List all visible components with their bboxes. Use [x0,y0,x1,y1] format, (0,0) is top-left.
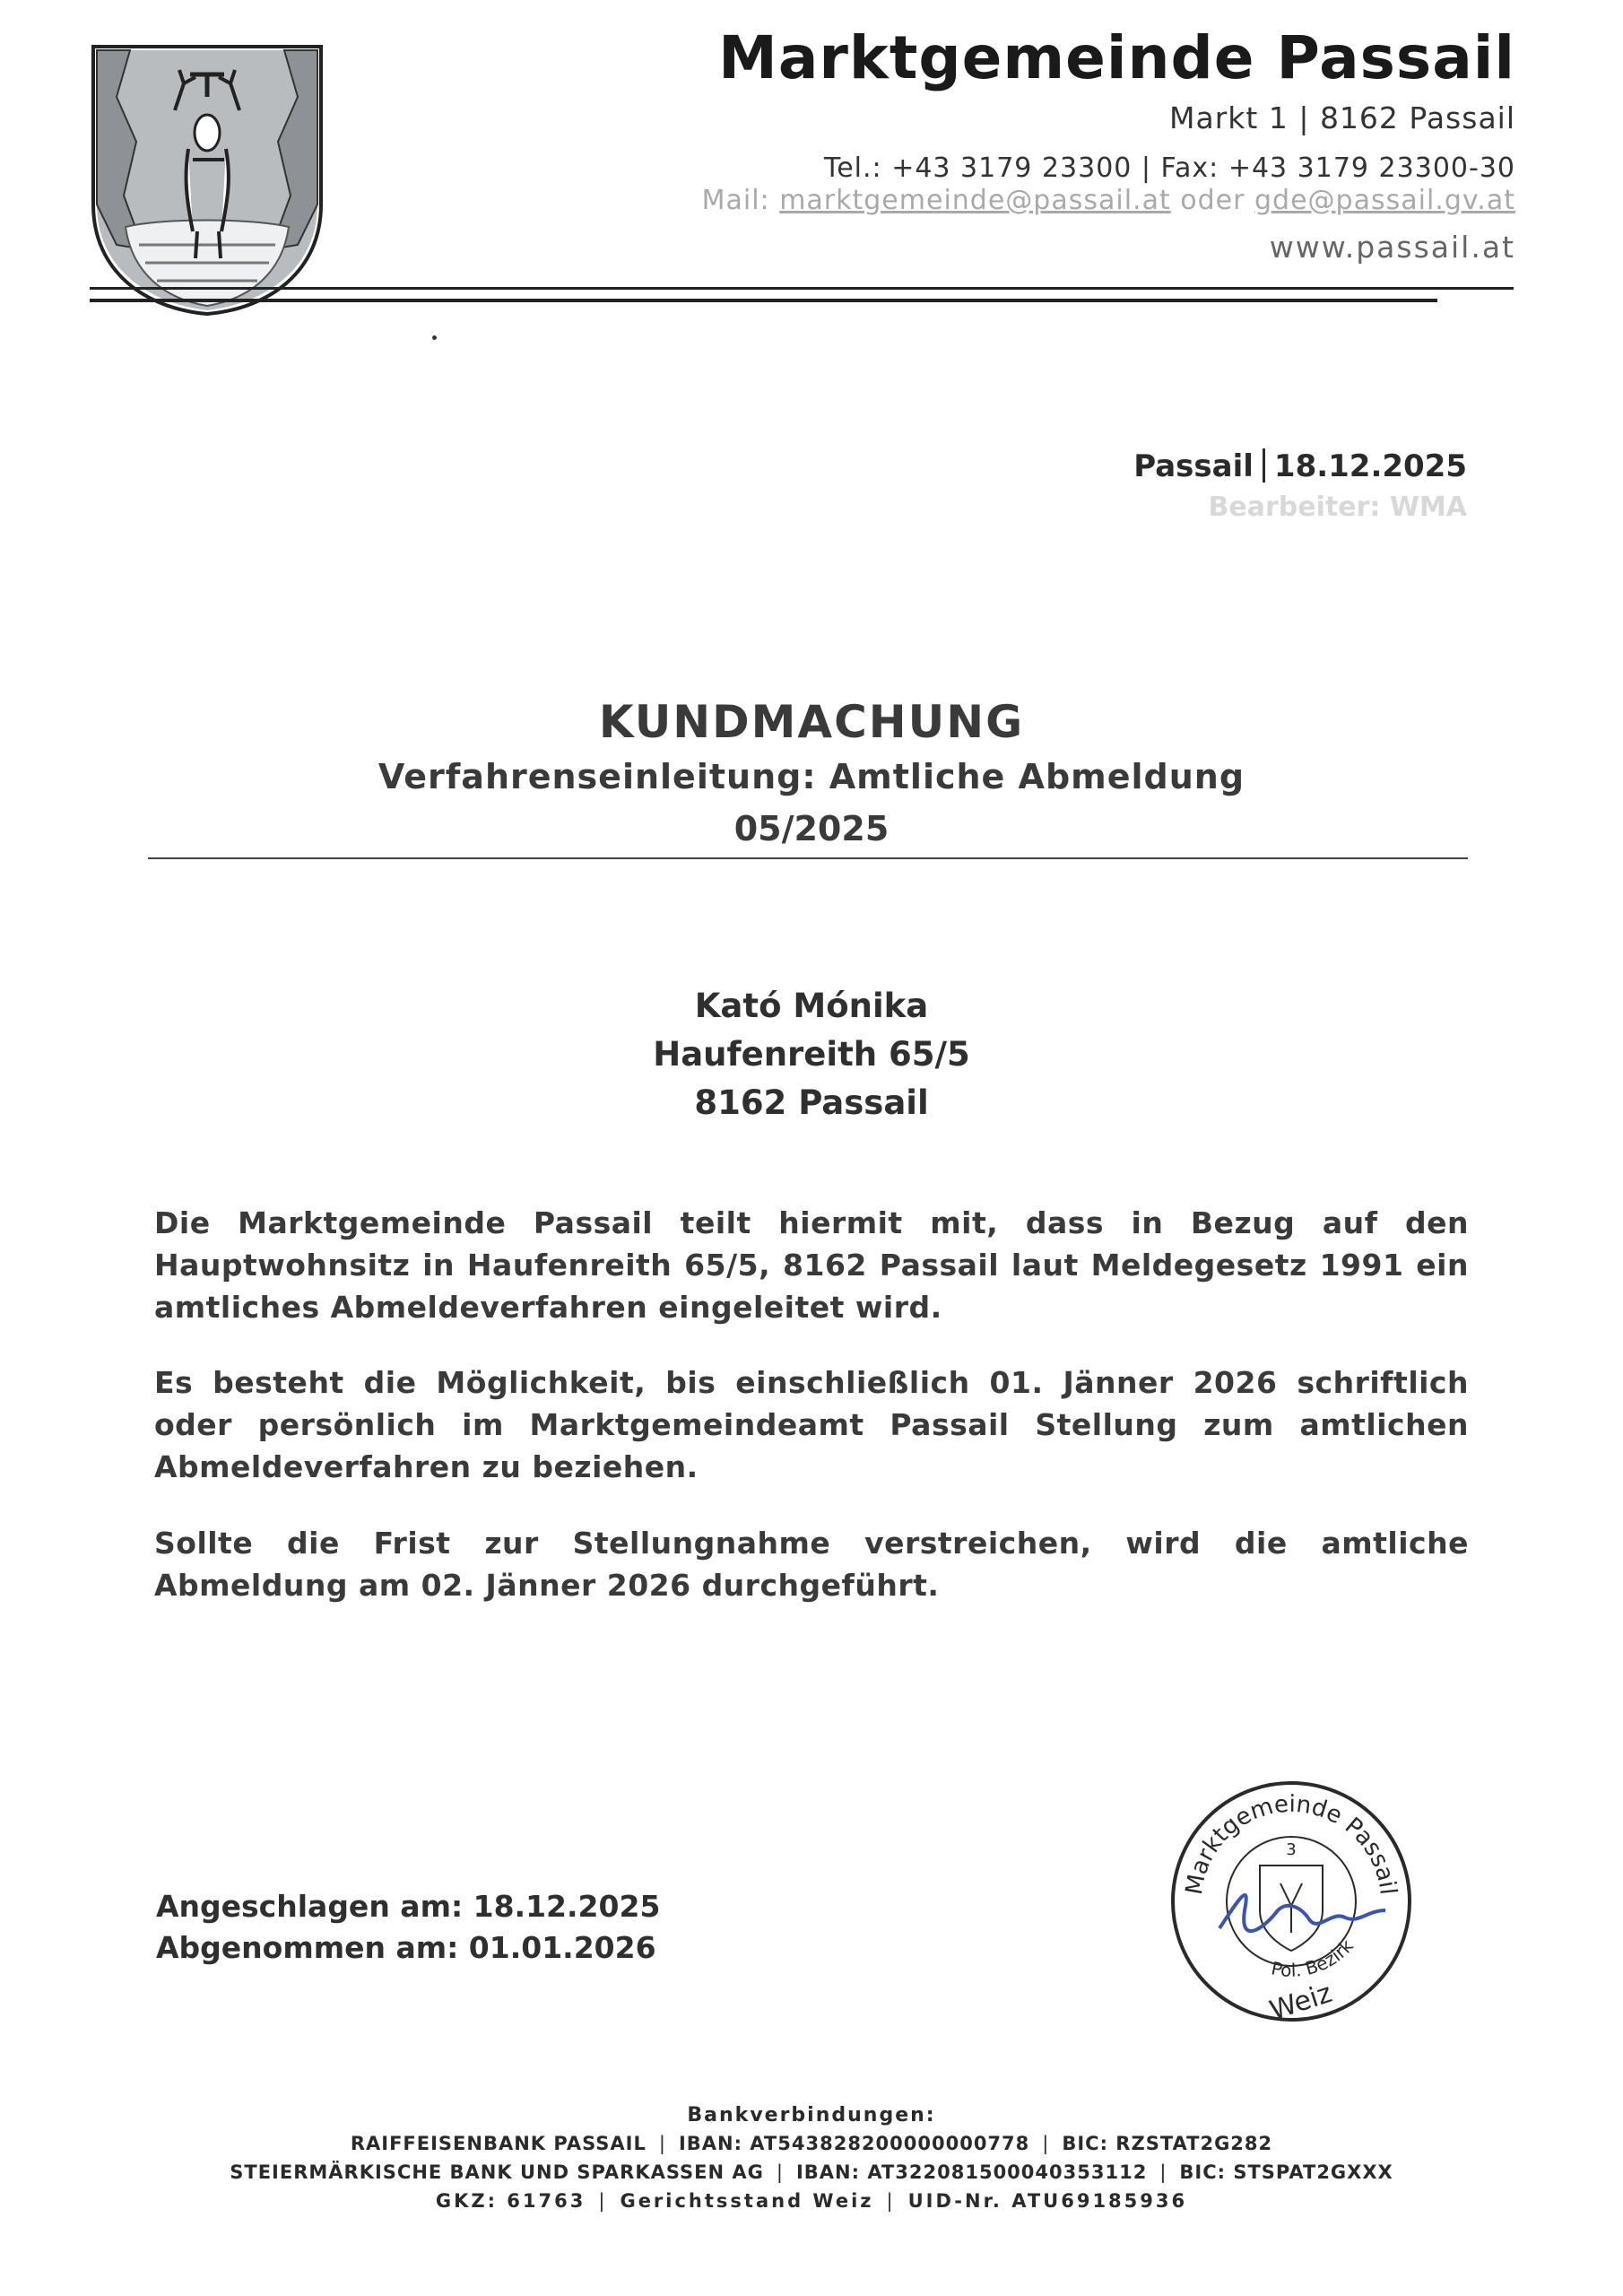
separator: | [658,2133,666,2154]
bank-line-2 [0,2161,1623,2183]
letterhead-rule-top [90,287,1514,290]
bank-1-bic: BIC: RZSTAT2G282 [1062,2133,1273,2154]
addressee-street: Haufenreith 65/5 [653,1035,970,1074]
stamp-district: Pol. Bezirk [1269,1935,1358,1981]
website-link[interactable]: www.passail.at [1269,230,1515,265]
separator: | [1159,2161,1167,2183]
coat-of-arms-logo [90,43,325,317]
court: Gerichtsstand Weiz [620,2190,874,2212]
posted-on: Angeschlagen am: 18.12.2025 [156,1889,661,1924]
body-paragraph-1: Die Marktgemeinde Passail teilt hiermit mit, dass in Bezug auf den Hauptwohnsitz in Haufenreith 65/5, 8162 Passail laut Meldegesetz 1991 ein amtliches Abmeldeverfahren eingeleitet wird. [154,1205,1469,1325]
organization-name: Marktgemeinde Passail [718,23,1515,92]
bank-heading: Bankverbindungen: [687,2104,936,2126]
issue-date: 18.12.2025 [1273,448,1467,484]
email-link-2[interactable]: gde@passail.gv.at [1254,185,1515,216]
document-title: KUNDMACHUNG [598,696,1025,748]
mail-label: Mail: [701,185,770,216]
separator: | [886,2190,896,2212]
date-separator [1263,448,1265,483]
place-date [1133,448,1467,484]
clerk-reference: Bearbeiter: WMA [1208,491,1467,523]
separator: | [1042,2133,1050,2154]
email-link-1[interactable]: marktgemeinde@passail.at [779,185,1171,216]
bank-2-iban: IBAN: AT322081500040353112 [795,2161,1148,2183]
stamp-town: Weiz [1265,1977,1336,2027]
separator: | [776,2161,784,2183]
body-paragraph-3: Sollte die Frist zur Stellungnahme verstreichen, wird die amtliche Abmeldung am 02. Jänner 2026 durchgeführt. [154,1526,1469,1603]
separator: | [598,2190,608,2212]
document-subtitle: Verfahrenseinleitung: Amtliche Abmeldung [378,757,1245,796]
bank-2-name: STEIERMÄRKISCHE BANK UND SPARKASSEN AG [230,2161,764,2183]
stamp-number: 3 [1286,1840,1297,1859]
document-number: 05/2025 [733,809,890,848]
official-stamp [1166,1776,1417,2027]
mail-or: oder [1180,185,1245,216]
place: Passail [1133,448,1254,484]
bank-2-bic: BIC: STSPAT2GXXX [1179,2161,1393,2183]
email-line [702,185,1515,216]
bank-line-1 [0,2133,1623,2154]
addressee-name: Kató Mónika [694,987,929,1025]
gkz: GKZ: 61763 [435,2190,586,2212]
stamp-ring-text: Marktgemeinde Passail [1180,1790,1402,1897]
heading-rule [148,857,1468,859]
removed-on: Abgenommen am: 01.01.2026 [156,1930,656,1965]
ink-dot [432,335,437,340]
phone-fax-line: Tel.: +43 3179 23300 | Fax: +43 3179 23300-30 [824,152,1515,184]
signature-scribble [1219,1895,1385,1931]
addressee-city: 8162 Passail [694,1083,929,1122]
uid-number: UID-Nr. ATU69185936 [907,2190,1188,2212]
organization-address: Markt 1 | 8162 Passail [1169,100,1515,135]
body-paragraph-2: Es besteht die Möglichkeit, bis einschließlich 01. Jänner 2026 schriftlich oder persönlich im Marktgemeindeamt Passail Stellung zum amtlichen Abmeldeverfahren zu beziehen. [154,1365,1469,1484]
registry-line [0,2190,1623,2212]
bank-1-iban: IBAN: AT543828200000000778 [678,2133,1030,2154]
letterhead-rule-bottom [90,299,1437,302]
bank-1-name: RAIFFEISENBANK PASSAIL [350,2133,647,2154]
